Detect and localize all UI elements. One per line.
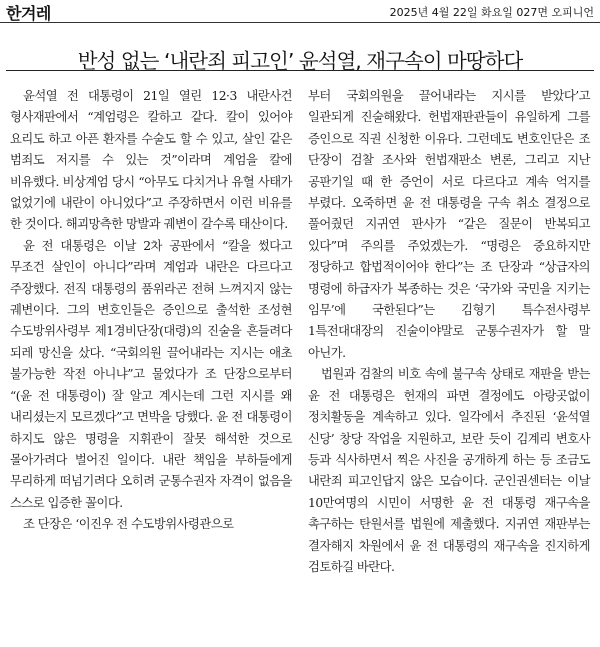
paragraph: 부터 국회의원을 끌어내라는 지시를 받았다’고 일관되게 진술해왔다. 헌법재판관들이 유일하게 그를 증인으로 직권 신청한 이유다. 그런데도 변호인단은 조 단장이 검찰 조사와 헌법재판소 변론, 그리고 지난 공판기일 때 한 증언이 서로 다르다고 계속 억지를 부렸다. 오죽하면 윤 전 대통령을 구속 취소 결정으로 풀어줬던 지귀연 판사가 “같은 질문이 반복되고 있다”며 주의를 주었겠는가. “명령은 중요하지만 정당하고 합법적이어야 한다”는 조 단장과 “상급자의 명령에 하급자가 복종하는 것은 ‘국가와 국민을 지키는 임무’에 국한된다”는 김형기 특수전사령부 1특전대대장의 진술이야말로 군통수권자가 할 말 아닌가. (308, 89, 590, 360)
paragraph: 윤석열 전 대통령이 21일 열린 12·3 내란사건 형사재판에서 “계엄령은 칼하고 같다. 칼이 있어야 요리도 하고 아픈 환자를 수술도 할 수 있고, 살인 같은 범죄도 저지를 수 있는 것”이라며 계엄을 칼에 비유했다. 비상계엄 당시 “아무도 다치거나 유혈 사태가 없었기에 내란이 아니었다”고 주장하면서 이런 비유를 한 것이다. 해괴망측한 망발과 궤변이 갈수록 태산이다. (10, 89, 292, 232)
paragraph: 조 단장은 ‘이진우 전 수도방위사령관으로 (23, 517, 234, 532)
column-left (10, 86, 292, 536)
masthead (0, 0, 600, 23)
paragraph: 윤 전 대통령은 이날 2차 공판에서 “칼을 썼다고 무조건 살인이 아니다”라며 계엄과 내란은 다르다고 주장했다. 전직 대통령의 품위라곤 전혀 느껴지지 않는 궤변이다. 그의 변호인들은 증인으로 출석한 조성현 수도방위사령부 제1경비단장(대령)의 진술을 흔들려다 되레 망신을 샀다. “국회의원 끌어내라는 지시는 애초 불가능한 작전 아니냐”고 물었다가 조 단장으로부터 “(윤 전 대통령이) 잘 알고 계시는데 그런 지시를 왜 내리셨는지 모르겠다”고 면박을 당했다. 윤 전 대통령이 하지도 않은 명령을 지휘관이 잘못 해석한 것으로 몰아가려다 벌어진 일이다. 내란 책임을 부하들에게 무리하게 떠넘기려다 오히려 군통수권자 자격이 없음을 스스로 입증한 꼴이다. (10, 238, 292, 510)
headline: 반성 없는 ‘내란죄 피고인’ 윤석열, 재구속이 마땅하다 (77, 48, 523, 73)
headline-rule (6, 70, 594, 71)
column-right (308, 86, 590, 578)
dateline: 2025년 4월 22일 화요일 027면 오피니언 (389, 6, 594, 19)
newspaper-logo: 한겨레 (6, 4, 51, 23)
paragraph: 법원과 검찰의 비호 속에 불구속 상태로 재판을 받는 윤 전 대통령은 헌재의 파면 결정에도 아랑곳없이 정치활동을 계속하고 있다. 일각에서 추진된 ‘윤석열 신당’ 창당 작업을 지원하고, 보란 듯이 김계리 변호사 등과 식사하면서 찍은 사진을 공개하게 하는 등 조금도 내란죄 피고인답지 않은 모습이다. 군인권센터는 이날 10만여명의 시민이 서명한 윤 전 대통령 재구속을 촉구하는 탄원서를 법원에 제출했다. 지귀연 재판부는 결자해지 차원에서 윤 전 대통령의 재구속을 진지하게 검토하길 바란다. (308, 367, 590, 574)
